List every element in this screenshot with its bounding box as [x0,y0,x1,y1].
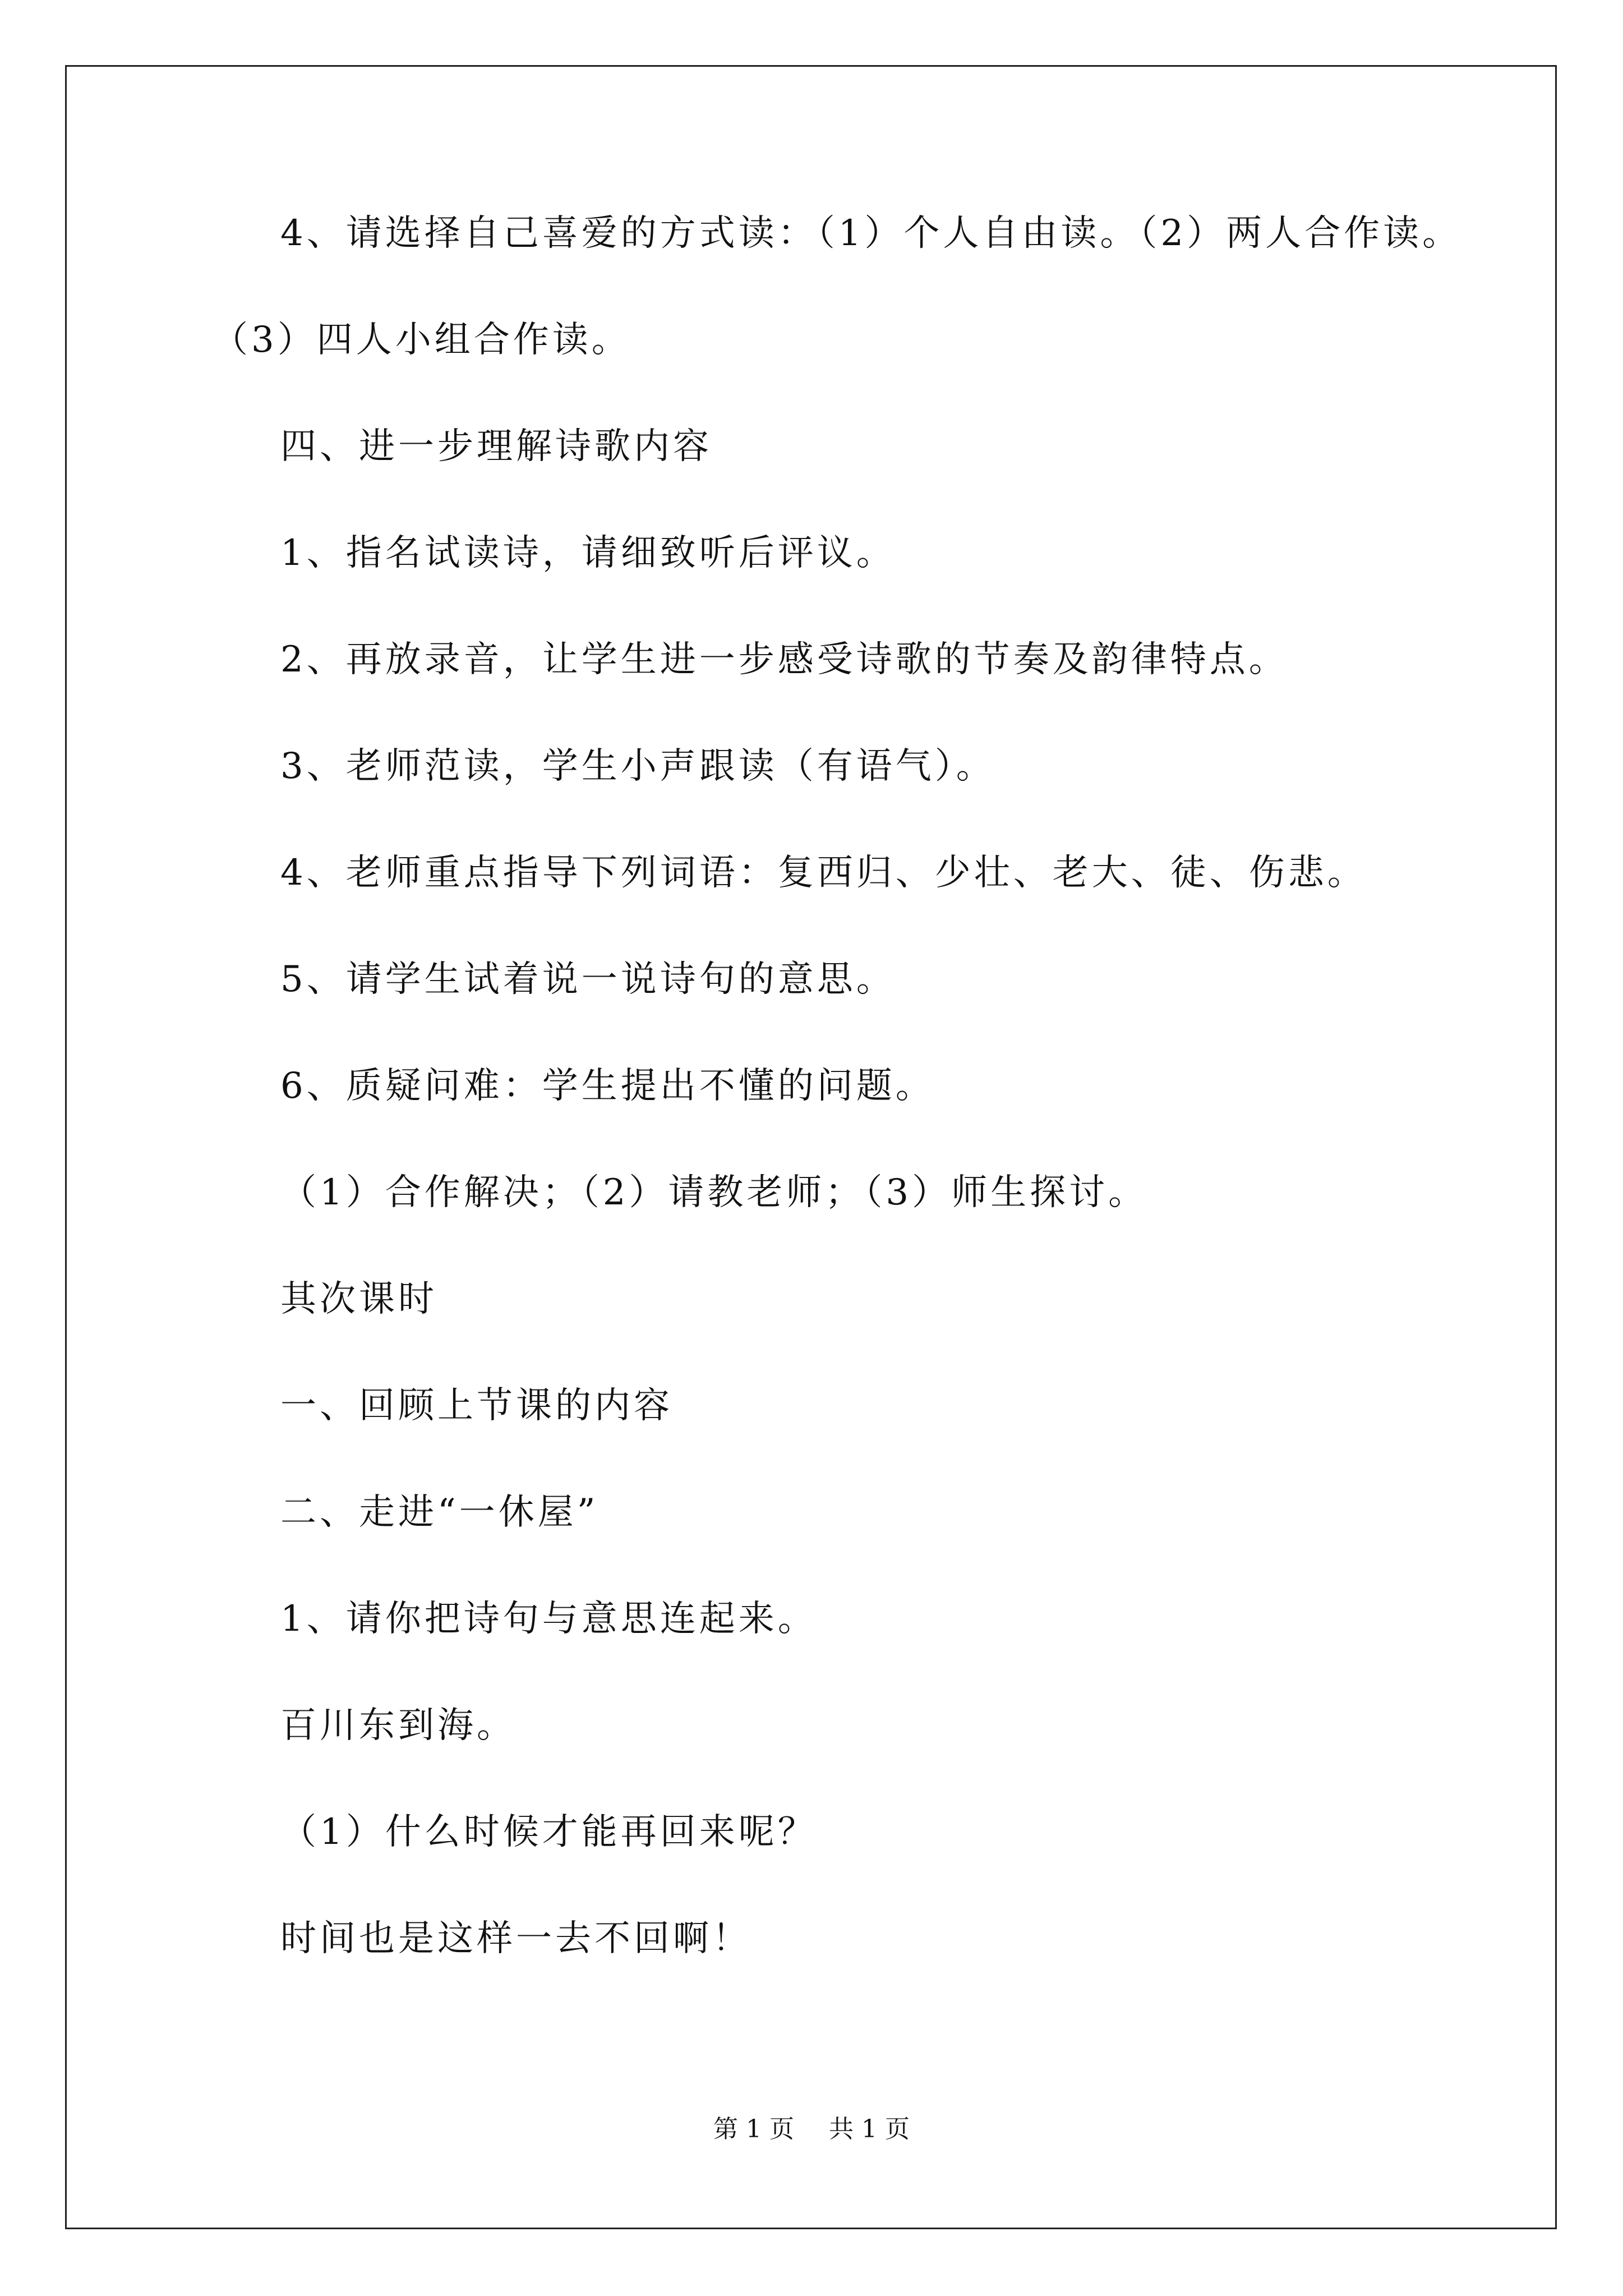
section-heading: 一、回顾上节课的内容 [280,1385,673,1427]
paragraph-line: 2、再放录音，让学生进一步感受诗歌的节奏及韵律特点。 [280,639,1288,680]
paragraph-line: 3、老师范读，学生小声跟读（有语气）。 [280,746,995,787]
paragraph-line: 1、指名试读诗，请细致听后评议。 [280,532,896,574]
paragraph-line: （1）什么时候才能再回来呢？ [280,1811,817,1853]
page-number-current: 第 1 页 [713,2115,794,2143]
paragraph-line: 百川东到海。 [280,1705,516,1746]
paragraph-line: 4、老师重点指导下列词语：复西归、少壮、老大、徒、伤悲。 [280,852,1367,894]
paragraph-line: 5、请学生试着说一说诗句的意思。 [280,959,896,1000]
paragraph-line: 时间也是这样一去不回啊！ [280,1918,751,1959]
page-footer [0,2114,1623,2145]
paragraph-line: （3）四人小组合作读。 [212,319,631,361]
page-border [65,65,1557,2229]
page-number-total: 共 1 页 [829,2115,910,2143]
section-heading: 二、走进“一休屋” [280,1492,599,1533]
section-heading: 其次课时 [280,1278,437,1320]
paragraph-line: 1、请你把诗句与意思连起来。 [280,1598,817,1640]
paragraph-line: 4、请选择自己喜爱的方式读：（1）个人自由读。（2）两人合作读。 [280,213,1462,254]
paragraph-line: 6、质疑问难：学生提出不懂的问题。 [280,1065,935,1107]
paragraph-line: （1）合作解决；（2）请教老师；（3）师生探讨。 [280,1172,1148,1213]
section-heading: 四、进一步理解诗歌内容 [280,426,712,467]
